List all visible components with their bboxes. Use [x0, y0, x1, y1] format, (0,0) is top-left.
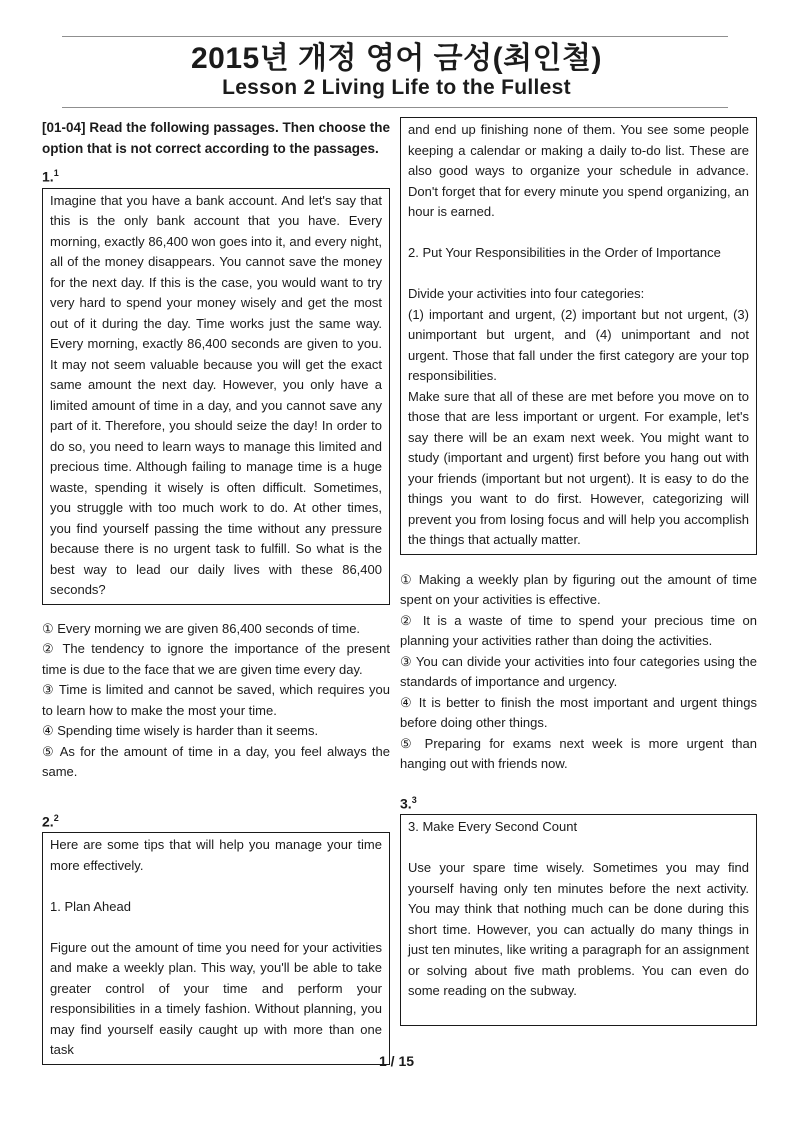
passage-paragraph: and end up finishing none of them. You see some people keeping a calendar or making a daily to-do list. These are also good ways to organize your schedule in advance. Don't forget that for every minute you spend organizing, an hour is earned. — [408, 122, 749, 219]
question-2-passage-box-left — [42, 832, 390, 1065]
answer-option: ③ You can divide your activities into four categories using the standards of importance and urgency. — [400, 653, 757, 689]
two-column-layout — [42, 117, 757, 1065]
answer-option: ① Making a weekly plan by figuring out the amount of time spent on your activities is effective. — [400, 571, 757, 607]
question-1-passage-box — [42, 188, 390, 605]
blank-line — [408, 1002, 749, 1023]
question-3-label — [400, 792, 757, 812]
passage-paragraph: Use your spare time wisely. Sometimes you may find yourself having only ten minutes before the next activity. You may think that nothing much can be done during this short time. However, you can actually do many things in just ten minutes, like writing a paragraph for an assignment or solving about five math problems. You can even do some reading on the subway. — [408, 860, 749, 999]
blank-line — [50, 876, 382, 897]
right-column — [400, 117, 757, 1026]
question-3-footnote-marker: 3 — [411, 794, 417, 805]
blank-line — [50, 917, 382, 938]
question-3-number: 3. — [400, 795, 412, 812]
question-1-options — [42, 619, 390, 783]
blank-line — [408, 838, 749, 859]
doc-header — [0, 0, 793, 108]
question-1-number: 1. — [42, 168, 54, 185]
header-rule-bottom — [62, 107, 728, 108]
passage-paragraph: Divide your activities into four categories: — [408, 286, 645, 301]
answer-option: ③ Time is limited and cannot be saved, which requires you to learn how to make the most your time. — [42, 682, 390, 718]
blank-line — [408, 223, 749, 244]
answer-option: ④ Spending time wisely is harder than it seems. — [42, 723, 319, 739]
question-1-footnote-marker: 1 — [53, 168, 59, 178]
passage-paragraph: Figure out the amount of time you need for your activities and make a weekly plan. This way, you'll be able to take greater control of your time and perform your responsibilities in a timely fashion. Without planning, you may find yourself easily caught up with more than one task — [50, 939, 382, 1058]
blank-line — [408, 264, 749, 285]
header-rule-top — [62, 36, 728, 37]
answer-option: ⑤ Preparing for exams next week is more urgent than hanging out with friends now. — [400, 735, 757, 771]
question-3-passage-box — [400, 814, 757, 1026]
answer-option: ② The tendency to ignore the importance of the present time is due to the face that we are given time every day. — [42, 641, 390, 677]
instructions-text: [01-04] Read the following passages. Then choose the option that is not correct according to the passages. — [42, 120, 390, 156]
passage-paragraph: Here are some tips that will help you manage your time more effectively. — [50, 837, 382, 873]
answer-option: ⑤ As for the amount of time in a day, you feel always the same. — [42, 743, 390, 780]
passage-paragraph: Imagine that you have a bank account. And let's say that this is the only bank account that you have. Every morning, exactly 86,400 won goes into it, and every night, all of the money disappears. You cannot save the money for the next day. If this is the case, you would want to try very hard to spend your money wisely and get the most out of it during the day. Time works just the same way. Every morning, exactly 86,400 seconds are given to you. It may not seem valuable because you will get the exact same amount the next day. However, you only have a limited amount of time in a day, and you cannot save any part of it. Therefore, you should seize the day! In order to do so, you need to learn ways to manage this limited and precious time. Although failing to manage time is a huge waste, spending it wisely is often difficult. Sometimes, you struggle with too much work to do. At other times, you find yourself passing the time without any pressure because there is no urgent task to fulfill. So what is the best way to lead our daily lives with these 86,400 seconds? — [50, 192, 382, 598]
question-2-footnote-marker: 2 — [53, 812, 59, 823]
question-2-passage-box-continued — [400, 117, 757, 555]
answer-option: ① Every morning we are given 86,400 seconds of time. — [42, 620, 361, 636]
answer-option: ④ It is better to finish the most important and urgent things before doing other things. — [400, 694, 757, 730]
doc-title: 2015년 개정 영어 금성(최인철) — [190, 42, 603, 75]
question-2-number: 2. — [42, 813, 54, 830]
passage-paragraph: 2. Put Your Responsibilities in the Order of Importance — [408, 245, 721, 260]
question-2-label — [42, 810, 390, 830]
passage-paragraph: 1. Plan Ahead — [50, 898, 131, 914]
page-number: 1 / 15 — [378, 1053, 415, 1069]
passage-paragraph: Make sure that all of these are met before you move on to those that are less important or urgent. For example, let's say there will be an exam next week. You might want to study (important and urgent) first before you hang out with your friends (important but not urgent). It is easy to do the things you want to do first. However, categorizing will prevent you from losing focus and will help you accomplish the things that actually matter. — [408, 388, 749, 547]
question-2-options — [400, 570, 757, 775]
passage-paragraph: (1) important and urgent, (2) important but not urgent, (3) unimportant but urgent, and (4) unimportant and not urgent. Those that fall under the first category are your top responsibilities. — [408, 306, 749, 383]
question-1-label — [42, 165, 390, 185]
doc-subtitle: Lesson 2 Living Life to the Fullest — [222, 76, 571, 99]
answer-option: ② It is a waste of time to spend your precious time on planning your activities rather than doing the activities. — [400, 612, 757, 648]
left-column — [42, 117, 390, 1065]
passage-paragraph: 3. Make Every Second Count — [408, 819, 578, 835]
